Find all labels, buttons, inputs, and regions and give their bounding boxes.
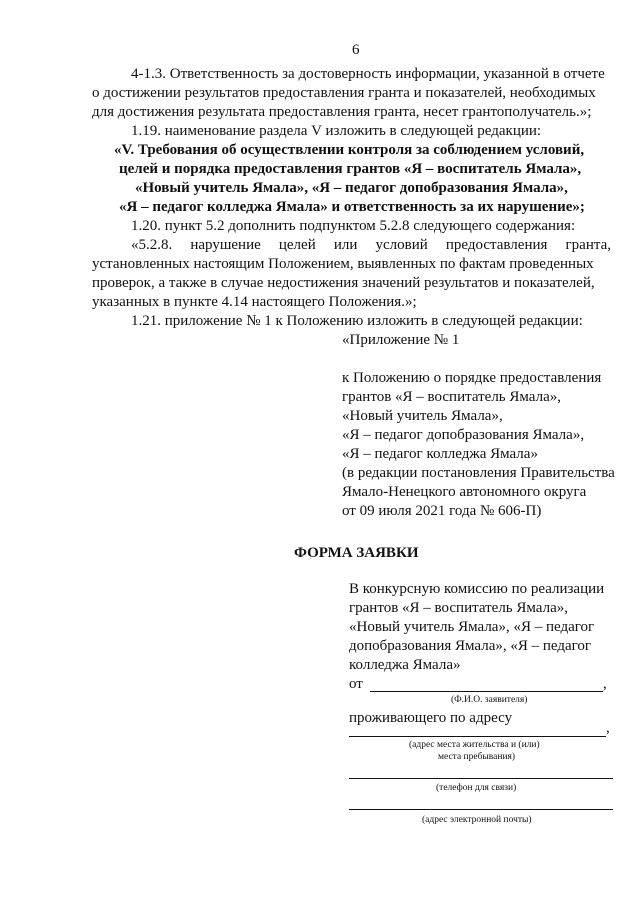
fio-caption: (Ф.И.О. заявителя) <box>451 695 528 705</box>
phone-field[interactable] <box>349 778 613 779</box>
text-line: грантов «Я – воспитатель Ямала», <box>342 389 561 405</box>
applicant-name-field[interactable] <box>370 691 603 692</box>
text-line: «Я – педагог допобразования Ямала», <box>342 427 585 443</box>
text-line: (в редакции постановления Правительства <box>342 465 615 481</box>
text-line: «5.2.8. нарушение целей или условий предоставления гранта, <box>131 237 611 253</box>
text-line: допобразования Ямала», «Я – педагог <box>349 638 592 654</box>
text-line: для достижения результата предоставления гранта, несет грантополучатель.»; <box>92 104 592 120</box>
email-field[interactable] <box>349 809 613 810</box>
text-line: В конкурсную комиссию по реализации <box>349 581 605 597</box>
form-title: ФОРМА ЗАЯВКИ <box>294 545 419 561</box>
text-line: о достижении результатов предоставления гранта и показателей, необходимых <box>92 85 596 101</box>
text-line: к Положению о порядке предоставления <box>342 370 602 386</box>
from-label: от <box>349 676 363 692</box>
text-line: от 09 июля 2021 года № 606-П) <box>342 503 542 519</box>
text-line: «Новый учитель Ямала», <box>342 408 503 424</box>
text-line: колледжа Ямала» <box>349 657 461 673</box>
paragraph-1-20: 1.20. пункт 5.2 дополнить подпунктом 5.2.8 следующего содержания: <box>131 218 576 234</box>
address-comma: , <box>606 720 610 736</box>
text-line: установленных настоящим Положением, выявленных по фактам проведенных <box>92 256 594 272</box>
paragraph-1-19: 1.19. наименование раздела V изложить в следующей редакции: <box>131 123 542 139</box>
text-line: «Новый учитель Ямала», «Я – педагог <box>349 619 595 635</box>
caption-line: места пребывания) <box>438 752 516 762</box>
email-caption: (адрес электронной почты) <box>422 815 532 825</box>
title-line: «Новый учитель Ямала», «Я – педагог допобразования Ямала», <box>135 180 568 196</box>
text-line: грантов «Я – воспитатель Ямала», <box>349 600 568 616</box>
title-line: «V. Требования об осуществлении контроля за соблюдением условий, <box>114 142 585 158</box>
text-line: проверок, а также в случае недостижения значений результатов и показателей, <box>92 275 595 291</box>
caption-line: (адрес места жительства и (или) <box>409 740 540 750</box>
paragraph-1-21: 1.21. приложение № 1 к Положению изложить в следующей редакции: <box>131 313 583 329</box>
text-line: указанных в пункте 4.14 настоящего Положения.»; <box>92 294 417 310</box>
text-line: 4-1.3. Ответственность за достоверность информации, указанной в отчете <box>131 66 605 82</box>
from-comma: , <box>603 676 607 692</box>
title-line: целей и порядка предоставления грантов «Я – воспитатель Ямала», <box>119 161 582 177</box>
residing-label: проживающего по адресу <box>349 710 513 726</box>
address-field[interactable] <box>349 736 606 737</box>
phone-caption: (телефон для связи) <box>436 783 517 793</box>
title-line: «Я – педагог колледжа Ямала» и ответственность за их нарушение»; <box>119 199 585 215</box>
page-number: 6 <box>352 42 360 58</box>
text-line: «Я – педагог колледжа Ямала» <box>342 446 538 462</box>
text-line: Ямало-Ненецкого автономного округа <box>342 484 587 500</box>
appendix-label: «Приложение № 1 <box>342 332 460 348</box>
